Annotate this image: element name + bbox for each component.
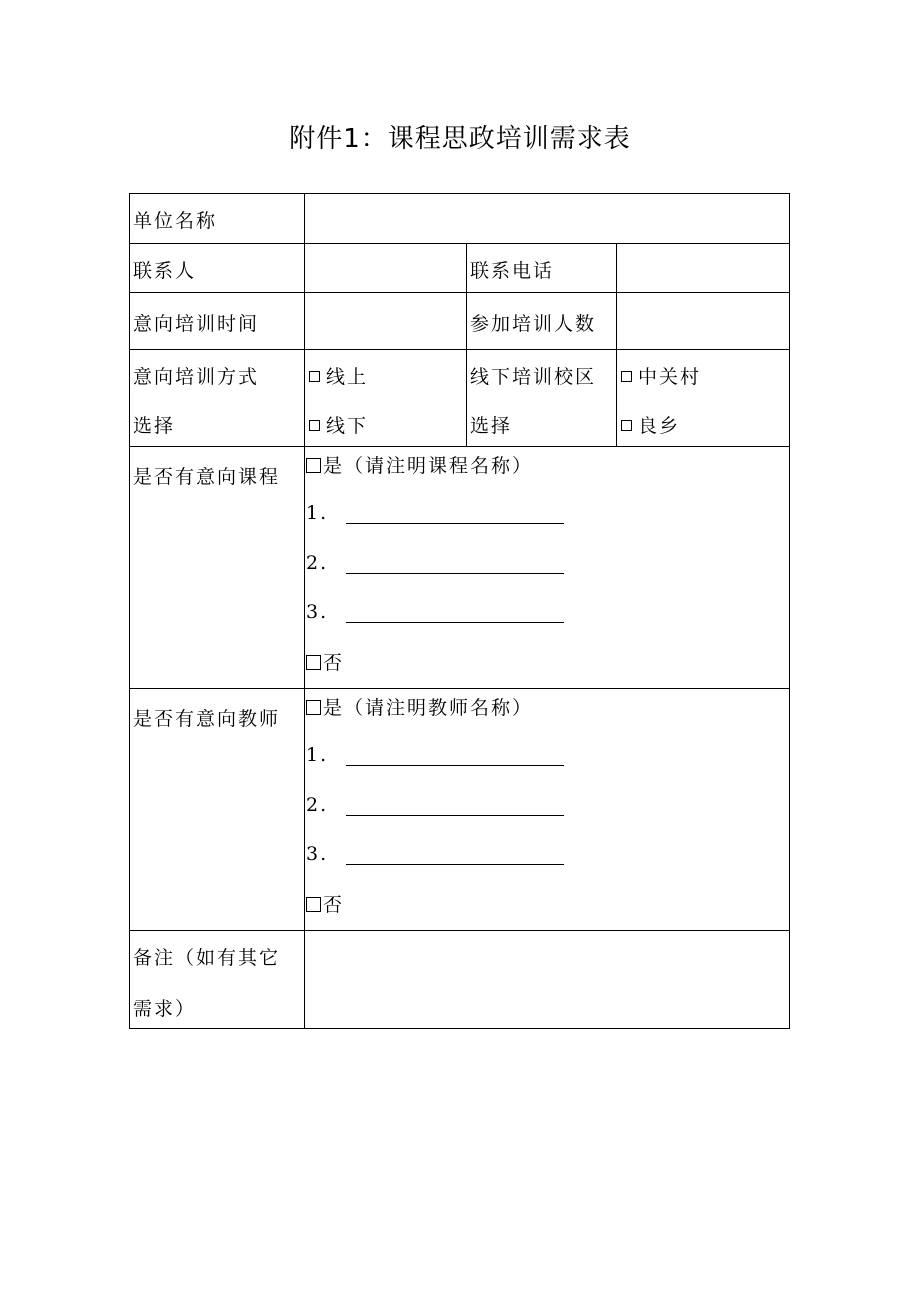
course-yes-option[interactable] [306,451,533,478]
mode-offline-label: 线下 [326,415,369,437]
campus-label-line1: 线下培训校区 [470,366,597,388]
teacher-item-2-number: 2. [306,794,329,816]
campus-label-cell [466,349,617,447]
count-field[interactable] [616,292,790,350]
teacher-item-3-number: 3. [306,843,329,865]
campus-options-cell [616,349,790,447]
contact-label: 联系人 [133,260,197,282]
campus-label-line2: 选择 [470,415,513,437]
count-label: 参加培训人数 [470,313,597,335]
campus-zhongguancun-option[interactable] [621,362,701,389]
mode-label-cell [129,349,305,447]
checkbox-icon[interactable] [309,371,320,382]
remark-label-line1: 备注（如有其它 [133,947,281,969]
mode-online-option[interactable] [309,362,368,389]
phone-label-cell [466,243,617,293]
checkbox-icon[interactable] [306,897,321,912]
checkbox-icon[interactable] [306,655,321,670]
checkbox-icon[interactable] [306,458,321,473]
teacher-label-cell [129,688,305,931]
time-label: 意向培训时间 [133,313,260,335]
teacher-no-option[interactable] [306,890,344,917]
course-item-3-blank[interactable] [346,602,564,623]
course-item-1-blank[interactable] [346,503,564,524]
phone-label: 联系电话 [470,260,555,282]
course-item-1 [306,502,564,524]
course-item-2-blank[interactable] [346,553,564,574]
campus-zhongguancun-label: 中关村 [638,366,702,388]
checkbox-icon[interactable] [621,420,632,431]
course-item-1-number: 1. [306,502,329,524]
course-item-2 [306,552,564,574]
teacher-item-2 [306,794,564,816]
remark-label-cell [129,930,305,1029]
mode-online-label: 线上 [326,366,369,388]
checkbox-icon[interactable] [306,700,321,715]
checkbox-icon[interactable] [309,420,320,431]
remark-label-line2: 需求） [133,998,197,1020]
teacher-item-3 [306,843,564,865]
course-item-3-number: 3. [306,601,329,623]
mode-label-line1: 意向培训方式 [133,366,260,388]
time-label-cell [129,292,305,350]
checkbox-icon[interactable] [621,371,632,382]
page-title: 附件1：课程思政培训需求表 [289,124,631,154]
teacher-yes-option[interactable] [306,693,533,720]
course-label: 是否有意向课程 [133,466,281,488]
teacher-item-1-blank[interactable] [346,745,564,766]
teacher-no-label: 否 [323,894,345,916]
time-field[interactable] [304,292,467,350]
mode-offline-option[interactable] [309,411,368,438]
contact-field[interactable] [304,243,467,293]
course-label-cell [129,446,305,689]
teacher-item-3-blank[interactable] [346,844,564,865]
course-item-2-number: 2. [306,552,329,574]
course-item-3 [306,601,564,623]
contact-label-cell [129,243,305,293]
remark-field[interactable] [304,930,790,1029]
course-no-option[interactable] [306,648,344,675]
teacher-item-1 [306,744,564,766]
teacher-options-cell [304,688,790,931]
teacher-yes-label: 是（请注明教师名称） [323,697,534,719]
course-yes-label: 是（请注明课程名称） [323,455,534,477]
phone-field[interactable] [616,243,790,293]
teacher-item-2-blank[interactable] [346,795,564,816]
teacher-item-1-number: 1. [306,744,329,766]
unit-name-label: 单位名称 [133,210,218,232]
campus-liangxiang-option[interactable] [621,411,680,438]
unit-name-field[interactable] [304,193,790,244]
teacher-label: 是否有意向教师 [133,708,281,730]
count-label-cell [466,292,617,350]
course-options-cell [304,446,790,689]
campus-liangxiang-label: 良乡 [638,415,681,437]
mode-label-line2: 选择 [133,415,176,437]
unit-name-label-cell [129,193,305,244]
mode-options-cell [304,349,467,447]
course-no-label: 否 [323,652,345,674]
